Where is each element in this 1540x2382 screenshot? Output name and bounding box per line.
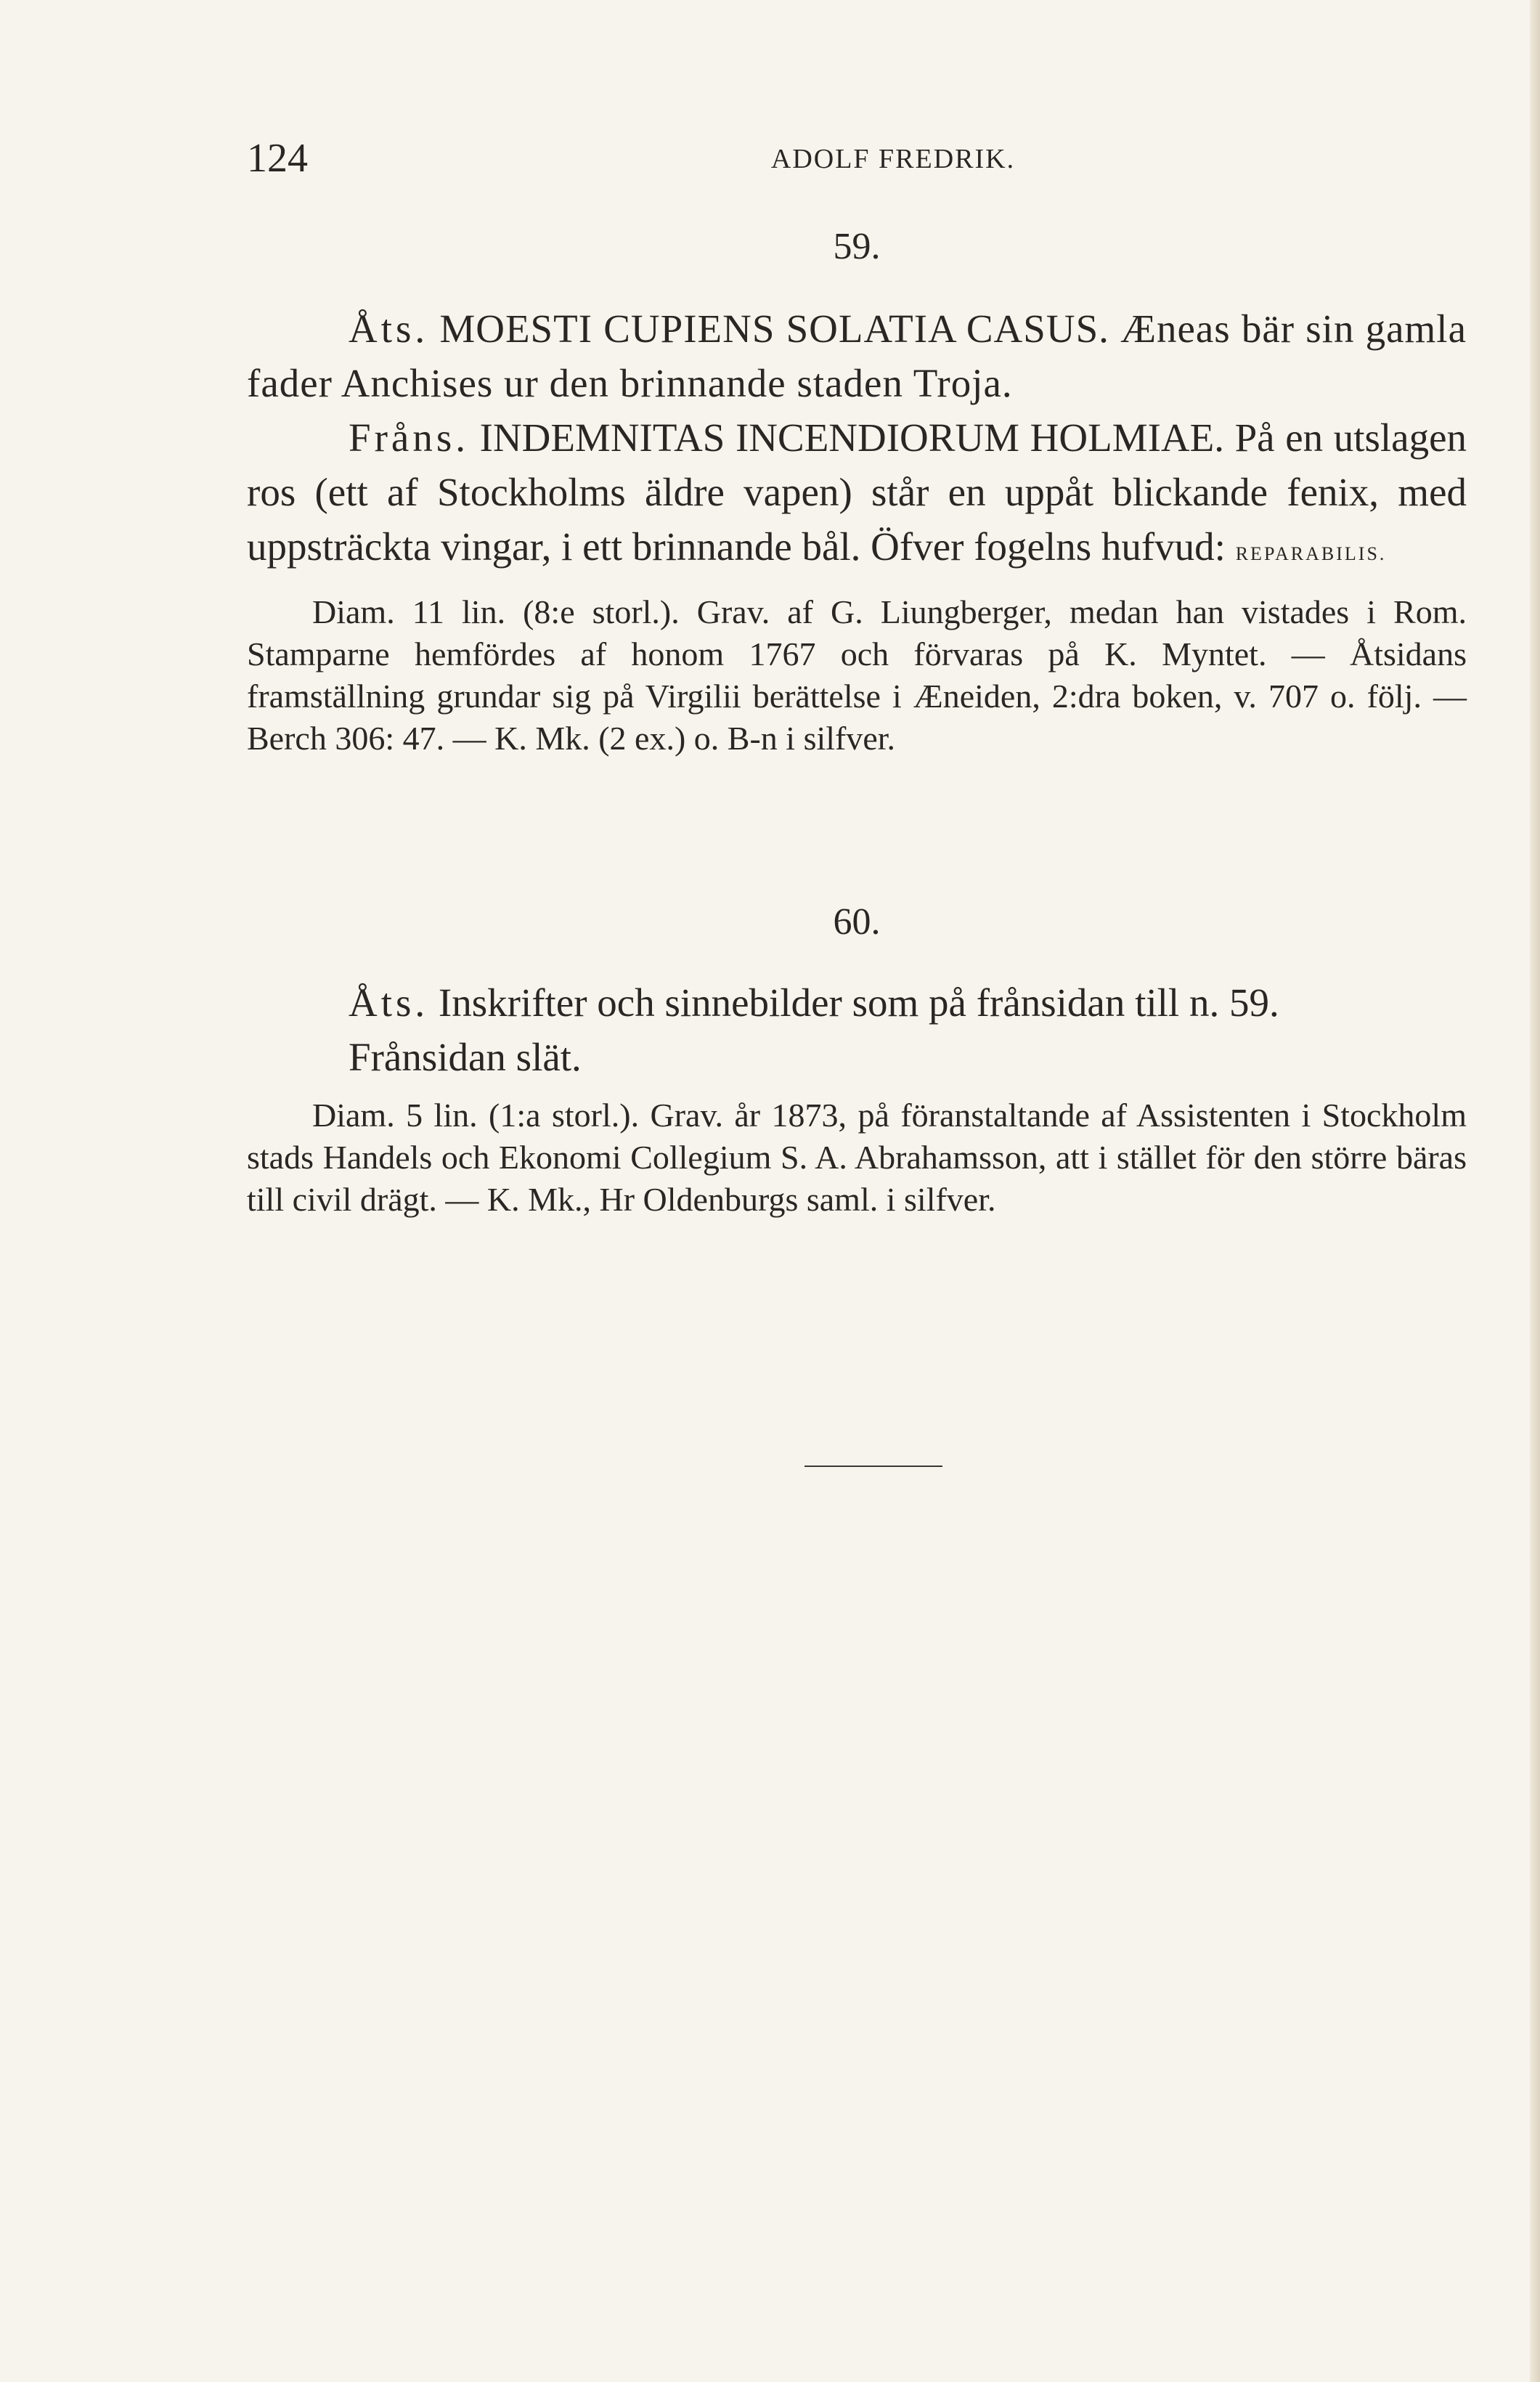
entry-number: 60. (833, 901, 881, 943)
running-title: ADOLF FREDRIK. (770, 144, 1016, 174)
entry-60 (247, 897, 1467, 1221)
entry-59 (247, 221, 1467, 760)
reverse-text: Frånsidan slät. (349, 1035, 582, 1079)
running-head (247, 133, 1467, 184)
obverse-label: Åts. (349, 980, 429, 1025)
entry-note: Diam. 11 lin. (8:e storl.). Grav. af G. Liungberger, medan han vistades i Rom. Stamparne hemfördes af honom 1767 och förvaras på K. Myntet. — Åtsidans framställning grundar sig på Virgilii berättelse i Æneiden, 2:dra boken, v. 707 o. följ. — Berch 306: 47. — K. Mk. (2 ex.) o. B-n i silfver. (247, 593, 1467, 757)
reverse-small-caps: REPARABILIS. (1235, 543, 1387, 564)
entry-number: 59. (833, 226, 881, 267)
end-rule (804, 1466, 942, 1467)
reverse-description (247, 1030, 1467, 1084)
obverse-text: MOESTI CUPIENS SOLATIA CASUS. Æneas bär sin gamla fader Anchises ur den brinnande staden Troja. (247, 306, 1467, 405)
obverse-description (247, 975, 1467, 1030)
page-edge (1530, 0, 1540, 2382)
obverse-description (247, 301, 1467, 410)
obverse-label: Åts. (349, 306, 429, 351)
page-number: 124 (247, 136, 308, 181)
reverse-description (247, 410, 1467, 581)
reverse-text: INDEMNITAS INCENDIORUM HOLMIAE. På en utslagen ros (ett af Stockholms äldre vapen) står en uppåt blickande fenix, med uppsträckta vingar, i ett brinnande bål. Öfver fogelns hufvud: (247, 415, 1467, 569)
entry-note: Diam. 5 lin. (1:a storl.). Grav. år 1873, på föranstaltande af Assistenten i Stockholm stads Handels och Ekonomi Collegium S. A. Abrahamsson, att i stället för den större bäras till civil drägt. — K. Mk., Hr Oldenburgs saml. i silfver. (247, 1097, 1467, 1218)
obverse-text: Inskrifter och sinnebilder som på frånsidan till n. 59. (428, 980, 1279, 1025)
reverse-label: Fråns. (349, 415, 469, 460)
